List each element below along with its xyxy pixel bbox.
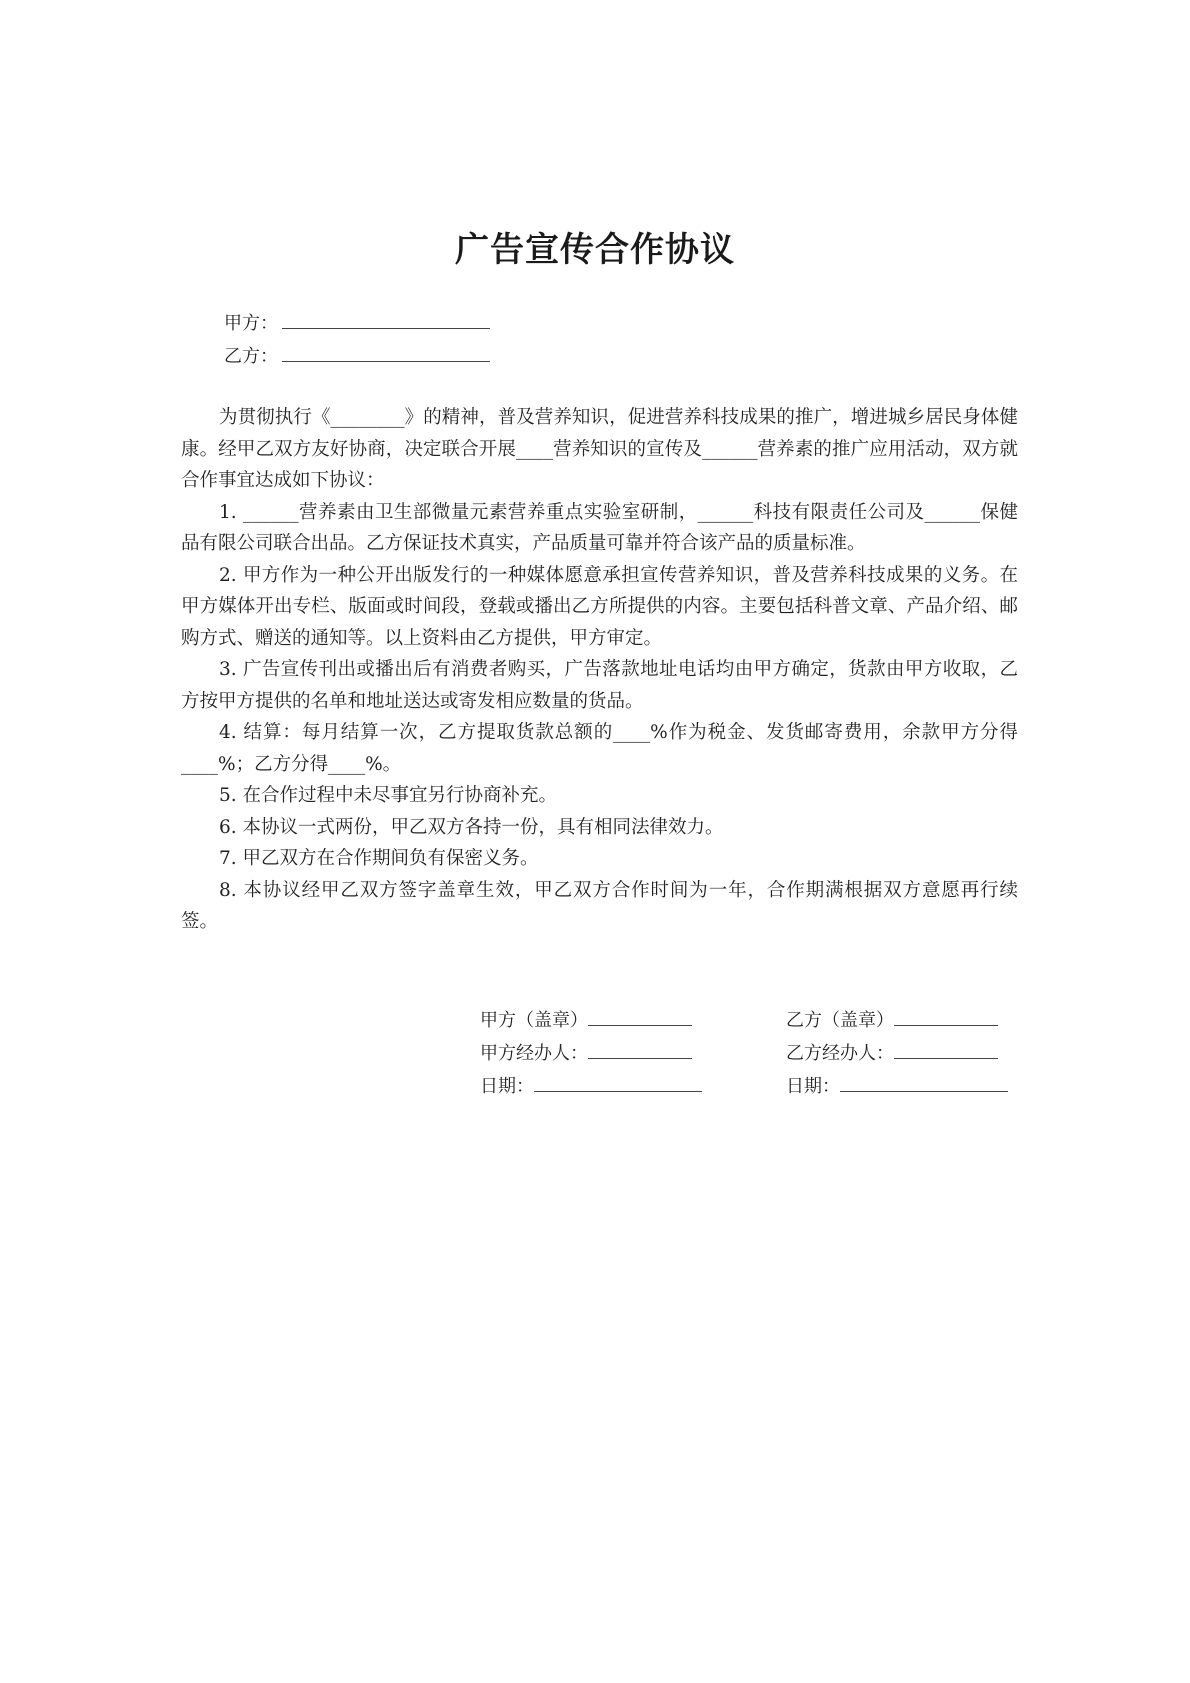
party-b-seal-label: 乙方（盖章） [786,1010,894,1031]
clause-6: 6. 本协议一式两份，甲乙双方各持一份，具有相同法律效力。 [219,816,724,838]
party-b-agent-label: 乙方经办人： [786,1043,894,1064]
clause-4: 4. 结算：每月结算一次，乙方提取货款总额的____%作为税金、发货邮寄费用，余款甲方分得____%；乙方分得____%。 [181,722,1018,775]
party-b-date-row [786,1073,1008,1099]
clause-5: 5. 在合作过程中未尽事宜另行协商补充。 [219,785,558,806]
party-a-seal-label: 甲方（盖章） [480,1010,588,1031]
party-a-seal-row [480,1007,692,1033]
party-a-row [224,310,490,336]
party-b-seal-row [786,1007,998,1033]
intro-paragraph: 为贯彻执行《________》的精神，普及营养知识，促进营养科技成果的推广，增进城乡居民身体健康。经甲乙双方友好协商，决定联合开展____营养知识的宣传及______营养素的推广应用活动，双方就合作事宜达成如下协议： [181,407,1018,491]
party-b-date-blank[interactable] [840,1073,1008,1092]
clause-8: 8. 本协议经甲乙双方签字盖章生效，甲乙双方合作时间为一年，合作期满根据双方意愿再行续签。 [181,879,1018,932]
party-b-seal-blank[interactable] [894,1007,998,1026]
party-b-row [224,343,490,369]
agreement-body [181,402,1018,938]
party-a-seal-blank[interactable] [588,1007,692,1026]
clause-2: 2. 甲方作为一种公开出版发行的一种媒体愿意承担宣传营养知识，普及营养科技成果的义务。在甲方媒体开出专栏、版面或时间段，登载或播出乙方所提供的内容。主要包括科普文章、产品介绍、邮购方式、赠送的通知等。以上资料由乙方提供，甲方审定。 [181,564,1018,649]
party-a-date-label: 日期： [480,1076,534,1097]
party-a-label: 甲方： [224,313,278,334]
party-a-date-blank[interactable] [534,1073,702,1092]
document-title: 广告宣传合作协议 [455,230,735,270]
party-b-agent-blank[interactable] [894,1040,998,1059]
clause-1: 1. ______营养素由卫生部微量元素营养重点实验室研制，______科技有限责任公司及______保健品有限公司联合出品。乙方保证技术真实，产品质量可靠并符合该产品的质量标准。 [181,501,1018,554]
party-b-label: 乙方： [224,346,278,367]
party-b-date-label: 日期： [786,1076,840,1097]
party-a-agent-label: 甲方经办人： [480,1043,588,1064]
party-a-blank[interactable] [282,310,490,329]
party-b-agent-row [786,1040,998,1066]
clause-3: 3. 广告宣传刊出或播出后有消费者购买，广告落款地址电话均由甲方确定，货款由甲方收取，乙方按甲方提供的名单和地址送达或寄发相应数量的货品。 [181,659,1018,712]
party-b-blank[interactable] [282,343,490,362]
party-a-date-row [480,1073,702,1099]
clause-7: 7. 甲乙双方在合作期间负有保密义务。 [219,848,539,869]
party-a-agent-blank[interactable] [588,1040,692,1059]
party-a-agent-row [480,1040,692,1066]
